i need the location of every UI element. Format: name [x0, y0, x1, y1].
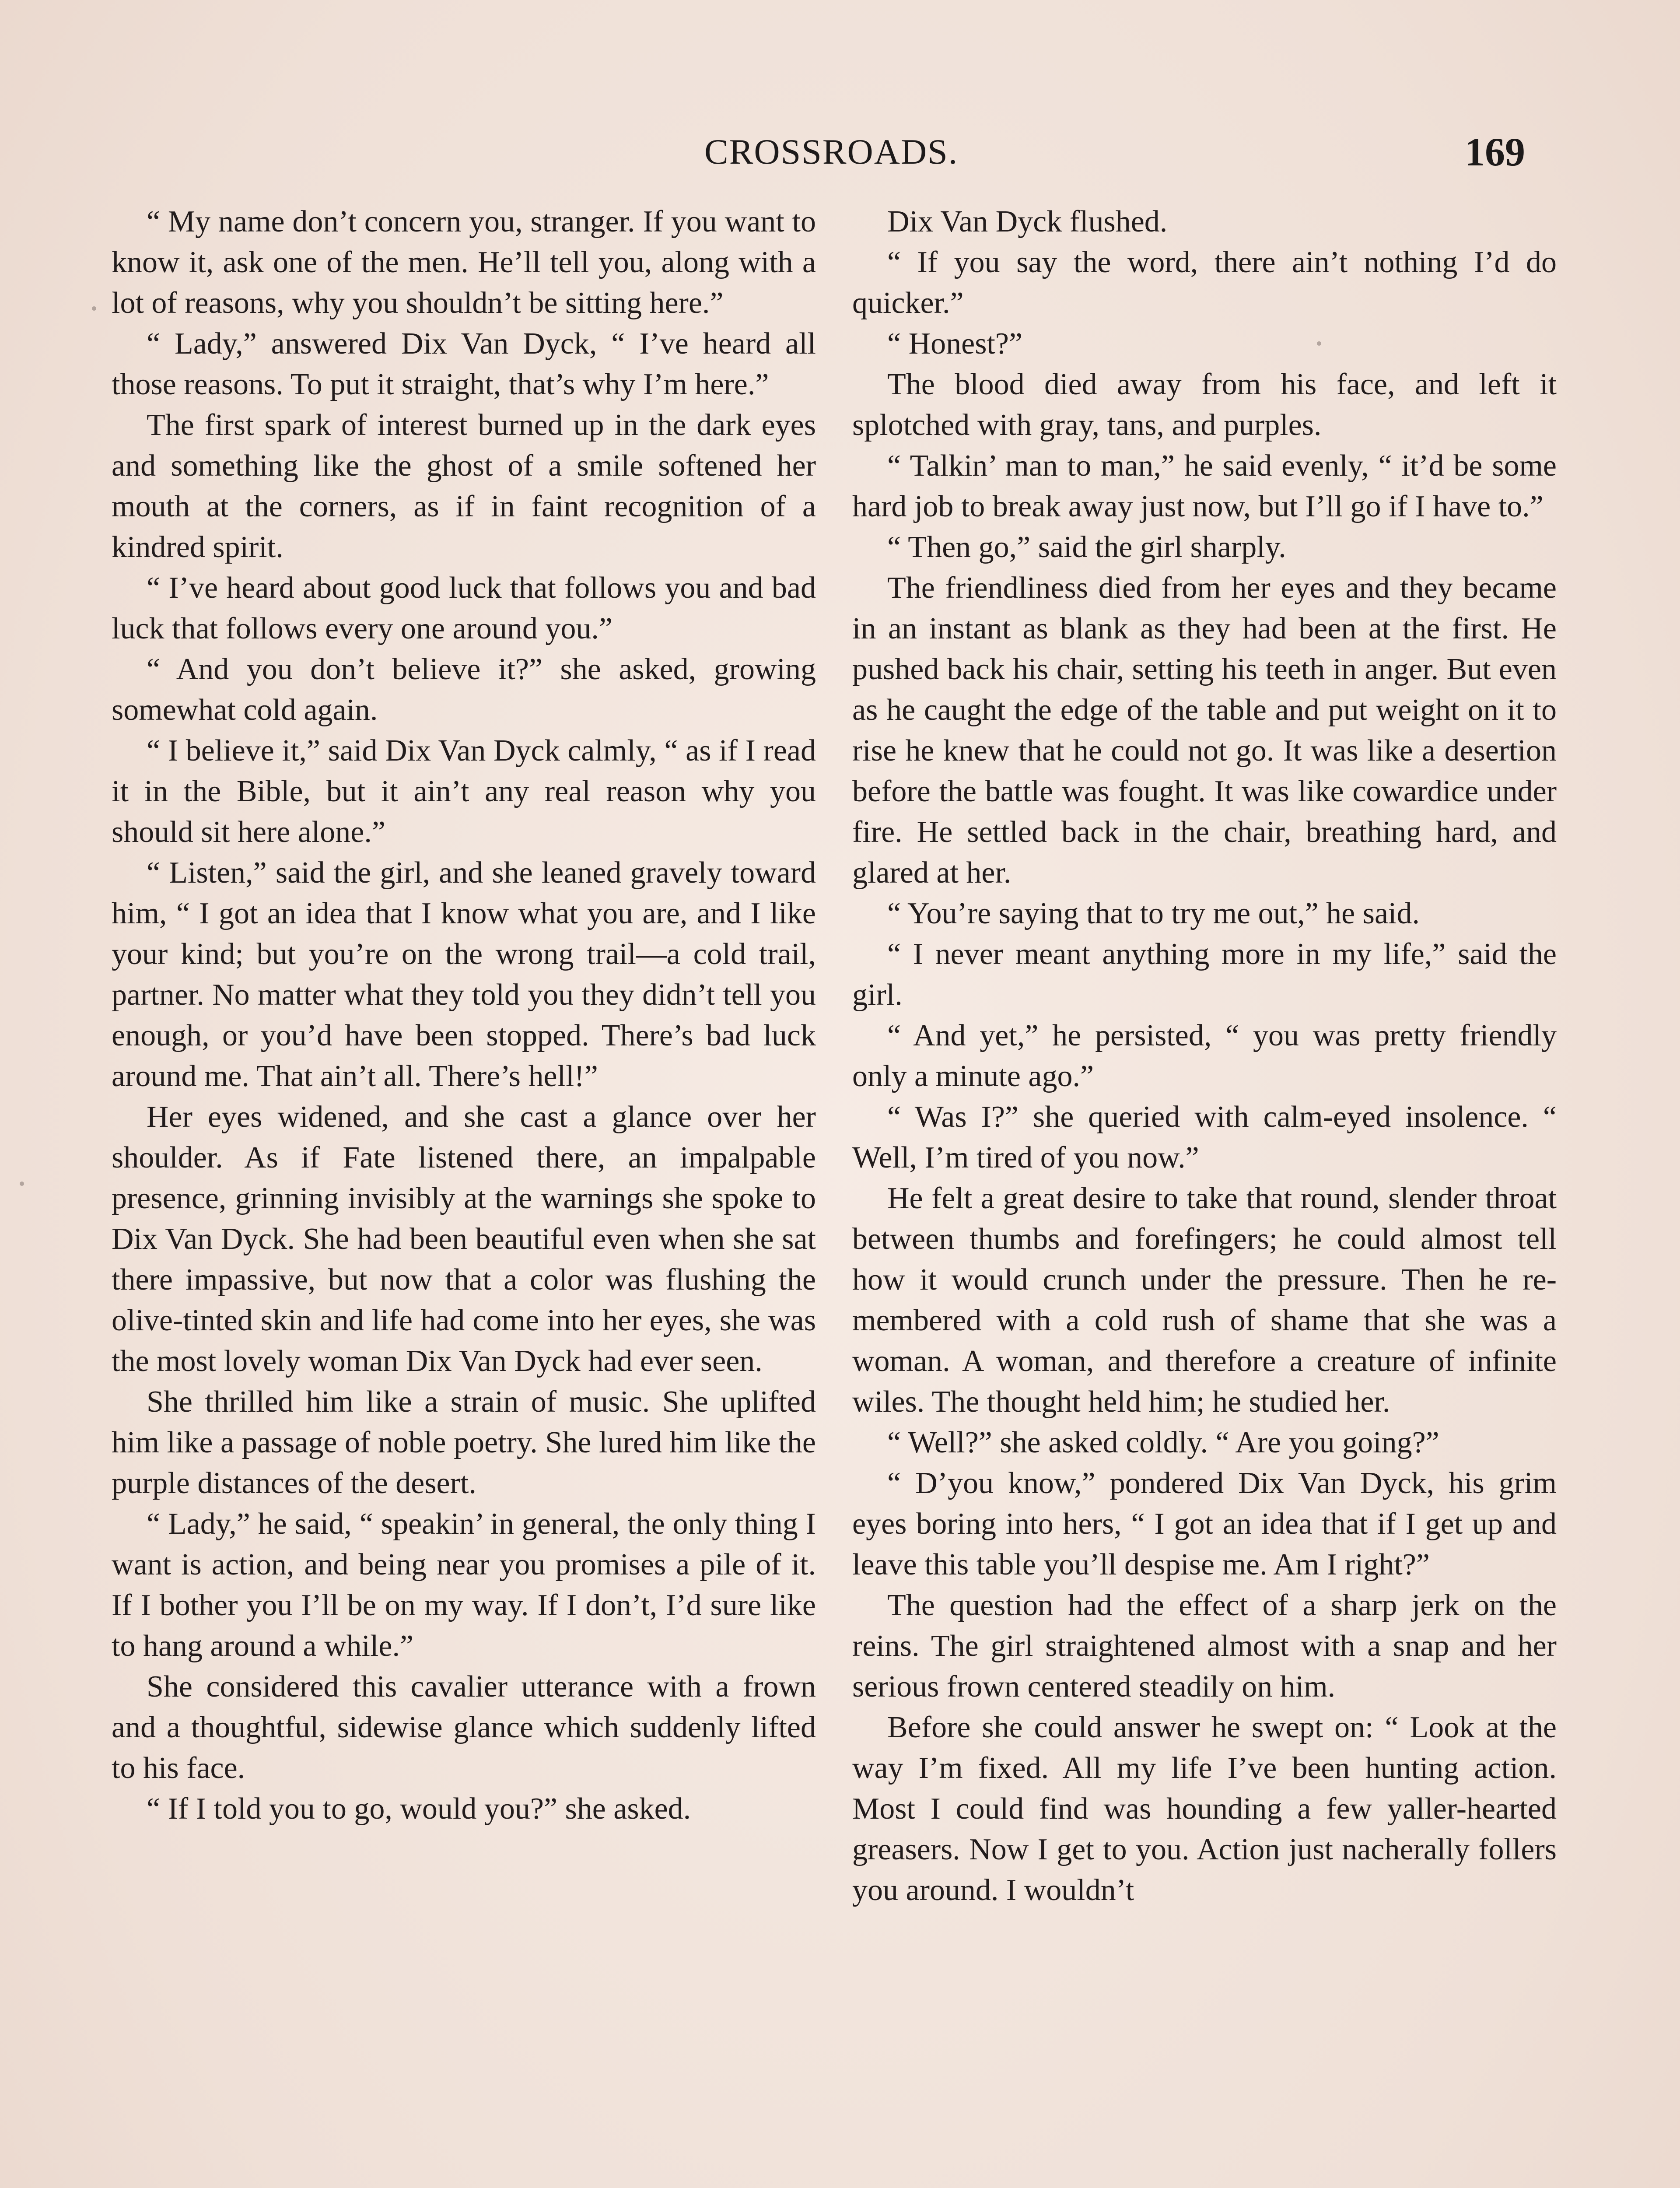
paragraph: “ D’you know,” pondered Dix Van Dyck, his grim eyes boring into hers, “ I got an idea that if I get up and leave this table you’ll despise me. Am I right?” — [852, 1466, 1557, 1581]
paragraph: “ If you say the word, there ain’t nothing I’d do quicker.” — [852, 245, 1557, 320]
page-header — [0, 131, 1680, 179]
paragraph: “ I never meant anything more in my life,” said the girl. — [852, 937, 1557, 1012]
page-number: 169 — [1465, 130, 1525, 174]
paragraph: “ Lady,” answered Dix Van Dyck, “ I’ve heard all those reasons. To put it straight, that’s why I’m here.” — [112, 327, 816, 401]
paragraph: “ Lady,” he said, “ speakin’ in general, the only thing I want is action, and being near you promises a pile of it. If I bother you I’ll be on my way. If I don’t, I’d sure like to hang around a while.” — [112, 1507, 816, 1663]
left-column — [112, 201, 816, 2188]
paragraph: The blood died away from his face, and left it splotched with gray, tans, and purples. — [852, 368, 1557, 442]
paragraph: “ I believe it,” said Dix Van Dyck calmly, “ as if I read it in the Bible, but it ain’t any real reason why you should sit here alone.” — [112, 734, 816, 849]
paragraph: “ And you don’t believe it?” she asked, growing somewhat cold again. — [112, 652, 816, 727]
paragraph: “ If I told you to go, would you?” she asked. — [147, 1792, 691, 1826]
right-column — [852, 201, 1557, 2188]
paragraph: He felt a great desire to take that round, slender throat between thumbs and forefingers; he could almost tell how it would crunch under the pressure. Then he remembered with a cold rush of shame that she was a woman. A woman, and therefore a creature of infinite wiles. The thought held him; he studied her. — [852, 1182, 1557, 1419]
paragraph: “ And yet,” he persisted, “ you was pretty friendly only a minute ago.” — [852, 1019, 1557, 1093]
paragraph: “ Honest?” — [887, 327, 1023, 361]
paragraph: “ Then go,” said the girl sharply. — [887, 530, 1286, 564]
running-title: CROSSROADS. — [704, 132, 959, 172]
paper-speck — [20, 1182, 24, 1186]
paragraph: Her eyes widened, and she cast a glance over her shoulder. As if Fate listened there, an impalpable presence, grinning invisibly at the warnings she spoke to Dix Van Dyck. She had been beautiful even when she sat there impassive, but now that a color was flushing the olive-tinted skin and life had come into her eyes, she was the most lovely woman Dix Van Dyck had ever seen. — [112, 1100, 816, 1378]
paragraph: “ You’re saying that to try me out,” he said. — [887, 897, 1420, 930]
paragraph: She considered this cavalier utterance with a frown and a thoughtful, sidewise glance which suddenly lifted to his face. — [112, 1670, 816, 1785]
paper-speck — [92, 306, 96, 311]
paragraph: “ Was I?” she queried with calm-eyed insolence. “ Well, I’m tired of you now.” — [852, 1100, 1557, 1175]
paragraph: The friendliness died from her eyes and they became in an instant as blank as they had been at the first. He pushed back his chair, setting his teeth in anger. But even as he caught the edge of the table and put weight on it to rise he knew that he could not go. It was like a desertion before the battle was fought. It was like cowardice under fire. He settled back in the chair, breathing hard, and glared at her. — [852, 571, 1557, 890]
paragraph: Before she could answer he swept on: “ Look at the way I’m fixed. All my life I’ve been hunting action. Most I could find was hounding a few yaller-hearted greasers. Now I get to you. Action just nacherally follers you around. I wouldn’t — [852, 1711, 1557, 1907]
paragraph: “ My name don’t concern you, stranger. If you want to know it, ask one of the men. He’ll tell you, along with a lot of reasons, why you shouldn’t be sitting here.” — [112, 205, 816, 320]
paragraph: The first spark of interest burned up in the dark eyes and something like the ghost of a smile softened her mouth at the corners, as if in faint recognition of a kindred spirit. — [112, 408, 816, 564]
paragraph: “ I’ve heard about good luck that follows you and bad luck that follows every one around you.” — [112, 571, 816, 645]
paragraph: “ Talkin’ man to man,” he said evenly, “ it’d be some hard job to break away just now, but I’ll go if I have to.” — [852, 449, 1557, 523]
paper-speck — [1317, 341, 1321, 346]
paragraph: The question had the effect of a sharp jerk on the reins. The girl straightened almost with a snap and her serious frown centered steadily on him. — [852, 1588, 1557, 1704]
paragraph: “ Well?” she asked coldly. “ Are you going?” — [887, 1426, 1439, 1459]
paragraph: “ Listen,” said the girl, and she leaned gravely toward him, “ I got an idea that I know what you are, and I like your kind; but you’re on the wrong trail—a cold trail, partner. No matter what they told you they didn’t tell you enough, or you’d have been stopped. There’s bad luck around me. That ain’t all. There’s hell!” — [112, 856, 816, 1093]
paragraph: She thrilled him like a strain of music. She uplifted him like a passage of noble poetry. She lured him like the purple distances of the desert. — [112, 1385, 816, 1500]
paragraph: Dix Van Dyck flushed. — [887, 205, 1168, 238]
